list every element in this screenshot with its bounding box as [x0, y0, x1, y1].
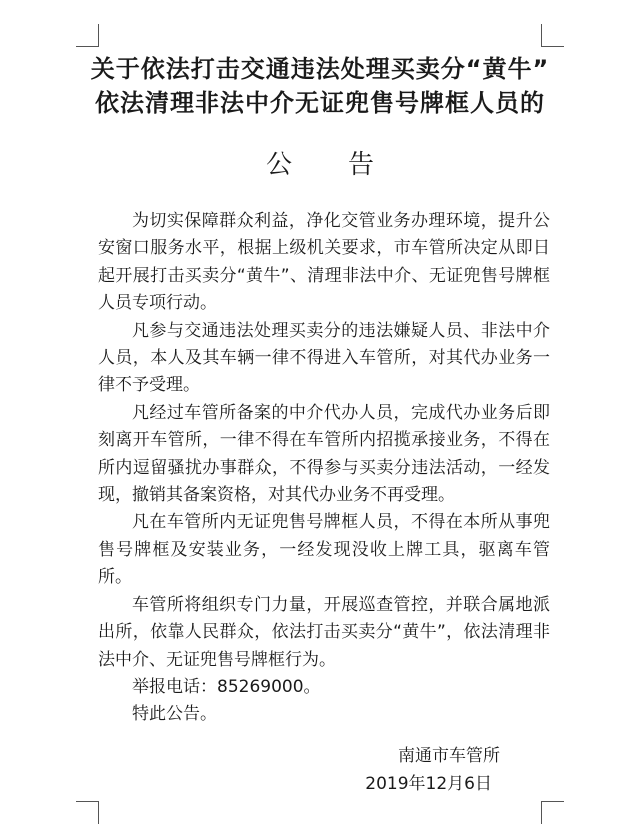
- crop-mark-top-left: [76, 24, 99, 47]
- paragraph-enforcement: 车管所将组织专门力量，开展巡查管控，并联合属地派出所，依靠人民群众，依法打击买卖分“黄牛”，依法清理非法中介、无证兜售号牌框行为。: [98, 594, 550, 670]
- paragraph-intro: 为切实保障群众利益，净化交管业务办理环境，提升公安窗口服务水平，根据上级机关要求，市车管所决定从即日起开展打击买卖分“黄牛”、清理非法中介、无证兜售号牌框人员专项行动。: [98, 211, 550, 314]
- paragraph-illegal-agents: 凡参与交通违法处理买卖分的违法嫌疑人员、非法中介人员，本人及其车辆一律不得进入车管所，对其代办业务一律不予受理。: [98, 320, 550, 396]
- signature-organization: 南通市车管所: [398, 746, 500, 766]
- notice-body: [98, 208, 550, 729]
- paragraph-closing: 特此公告。: [132, 704, 217, 725]
- crop-mark-top-right: [541, 24, 564, 47]
- notice-heading: 公告: [265, 150, 430, 180]
- crop-mark-bottom-right: [541, 801, 564, 824]
- paragraph-plate-frame-sellers: 凡在车管所内无证兜售号牌框人员，不得在本所从事兜售号牌框及安装业务，一经发现没收上牌工具，驱离车管所。: [98, 512, 550, 588]
- crop-mark-bottom-left: [76, 801, 99, 824]
- paragraph-hotline: 举报电话：85269000。: [132, 676, 321, 697]
- notice-title-line-2: 依法清理非法中介无证兜售号牌框人员的: [95, 89, 545, 117]
- paragraph-registered-agents: 凡经过车管所备案的中介代办人员，完成代办业务后即刻离开车管所，一律不得在车管所内招揽承接业务，不得在所内逗留骚扰办事群众，不得参与买卖分违法活动，一经发现，撤销其备案资格，对其代办业务不再受理。: [98, 402, 550, 506]
- notice-title-line-1: 关于依法打击交通违法处理买卖分“黄牛”: [90, 55, 550, 83]
- signature-date: 2019年12月6日: [365, 774, 492, 794]
